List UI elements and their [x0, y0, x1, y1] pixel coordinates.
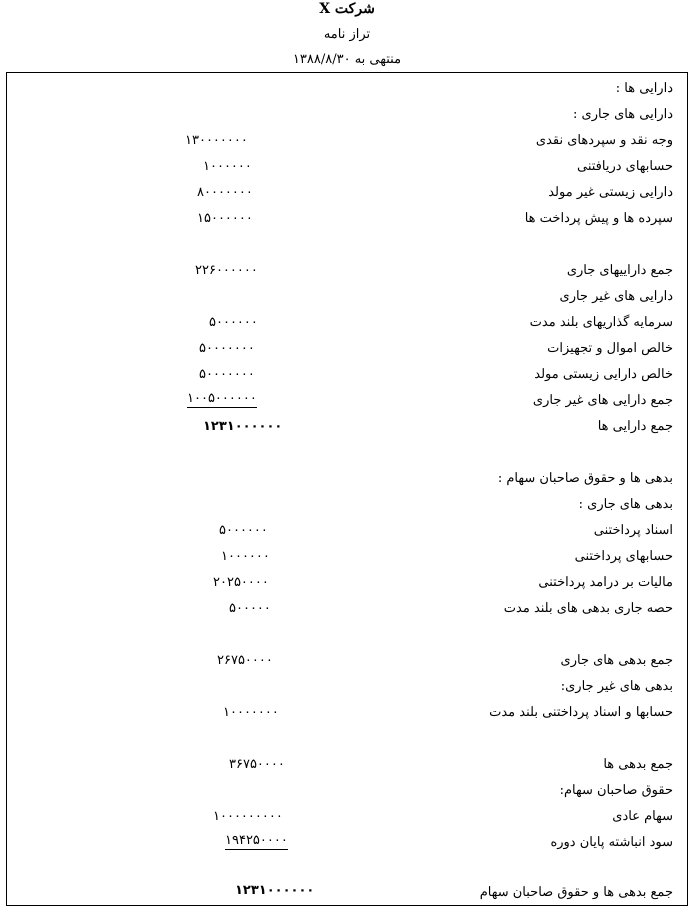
bio-net-label: خالص دارایی زیستی مولد [534, 367, 673, 382]
current-assets-heading: دارایی های جاری : [573, 107, 673, 122]
total-current-liab-label: جمع بدهی های جاری [560, 653, 673, 668]
retained-earnings-label: سود انباشته پایان دوره [550, 835, 673, 850]
equity-heading: حقوق صاحبان سهام: [559, 783, 673, 798]
bio-current-label: دارایی زیستی غیر مولد [548, 185, 673, 200]
balance-sheet-frame [6, 72, 688, 906]
lt-payables-label: حسابها و اسناد پرداختنی بلند مدت [489, 705, 673, 720]
bio-net-value: ۵۰۰۰۰۰۰۰ [199, 367, 255, 382]
total-current-assets-value: ۲۲۶۰۰۰۰۰۰ [195, 263, 258, 278]
company-name: شرکت X [319, 1, 375, 17]
lt-payables-value: ۱۰۰۰۰۰۰۰ [223, 705, 279, 720]
receivables-value: ۱۰۰۰۰۰۰ [203, 159, 252, 174]
current-liab-heading: بدهی های جاری : [578, 497, 673, 512]
total-liab-equity-value: ۱۲۳۱۰۰۰۰۰۰ [235, 883, 315, 898]
total-current-liab-value: ۲۶۷۵۰۰۰۰ [217, 653, 273, 668]
income-tax-label: مالیات بر درامد پرداختنی [538, 575, 673, 590]
current-portion-label: حصه جاری بدهی های بلند مدت [503, 601, 673, 616]
bio-current-value: ۸۰۰۰۰۰۰۰ [197, 185, 253, 200]
liab-equity-heading: بدهی ها و حقوق صاحبان سهام : [497, 471, 673, 486]
common-stock-label: سهام عادی [612, 809, 673, 824]
total-noncurrent-assets-label: جمع دارایی های غیر جاری [532, 393, 673, 408]
lt-invest-value: ۵۰۰۰۰۰۰ [209, 315, 258, 330]
income-tax-value: ۲۰۲۵۰۰۰۰ [213, 575, 269, 590]
accounts-payable-value: ۱۰۰۰۰۰۰ [221, 549, 270, 564]
total-noncurrent-assets-value: ۱۰۰۵۰۰۰۰۰۰ [187, 391, 257, 406]
total-liab-equity-label: جمع بدهی ها و حقوق صاحبان سهام [479, 885, 673, 900]
total-current-assets-label: جمع داراییهای جاری [566, 263, 673, 278]
lt-invest-label: سرمایه گذاریهای بلند مدت [529, 315, 673, 330]
current-portion-value: ۵۰۰۰۰۰ [229, 601, 271, 616]
notes-payable-value: ۵۰۰۰۰۰۰ [219, 523, 268, 538]
prepay-label: سپرده ها و پیش پرداخت ها [524, 211, 673, 226]
ppe-value: ۵۰۰۰۰۰۰۰ [199, 341, 255, 356]
retained-earnings-value: ۱۹۴۲۵۰۰۰۰ [225, 833, 288, 848]
noncurrent-assets-heading: دارایی های غیر جاری [559, 289, 673, 304]
total-liab-label: جمع بدهی ها [603, 757, 673, 772]
receivables-label: حسابهای دریافتنی [576, 159, 673, 174]
assets-heading: دارایی ها : [615, 81, 673, 96]
notes-payable-label: اسناد پرداختنی [593, 523, 673, 538]
total-assets-label: جمع دارایی ها [597, 419, 673, 434]
cash-label: وجه نقد و سپردهای نقدی [535, 133, 673, 148]
statement-title: تراز نامه [323, 27, 371, 42]
total-assets-value: ۱۲۳۱۰۰۰۰۰۰ [203, 419, 283, 434]
total-liab-value: ۳۶۷۵۰۰۰۰ [229, 757, 285, 772]
noncurrent-liab-heading: بدهی های غیر جاری: [560, 679, 673, 694]
ppe-label: خالص اموال و تجهیزات [547, 341, 673, 356]
common-stock-value: ۱۰۰۰۰۰۰۰۰۰ [213, 809, 283, 824]
statement-period: منتهی به ۱۳۸۸/۸/۳۰ [292, 52, 402, 67]
cash-value: ۱۳۰۰۰۰۰۰۰ [185, 133, 248, 148]
prepay-value: ۱۵۰۰۰۰۰۰ [197, 211, 253, 226]
accounts-payable-label: حسابهای پرداختنی [574, 549, 673, 564]
